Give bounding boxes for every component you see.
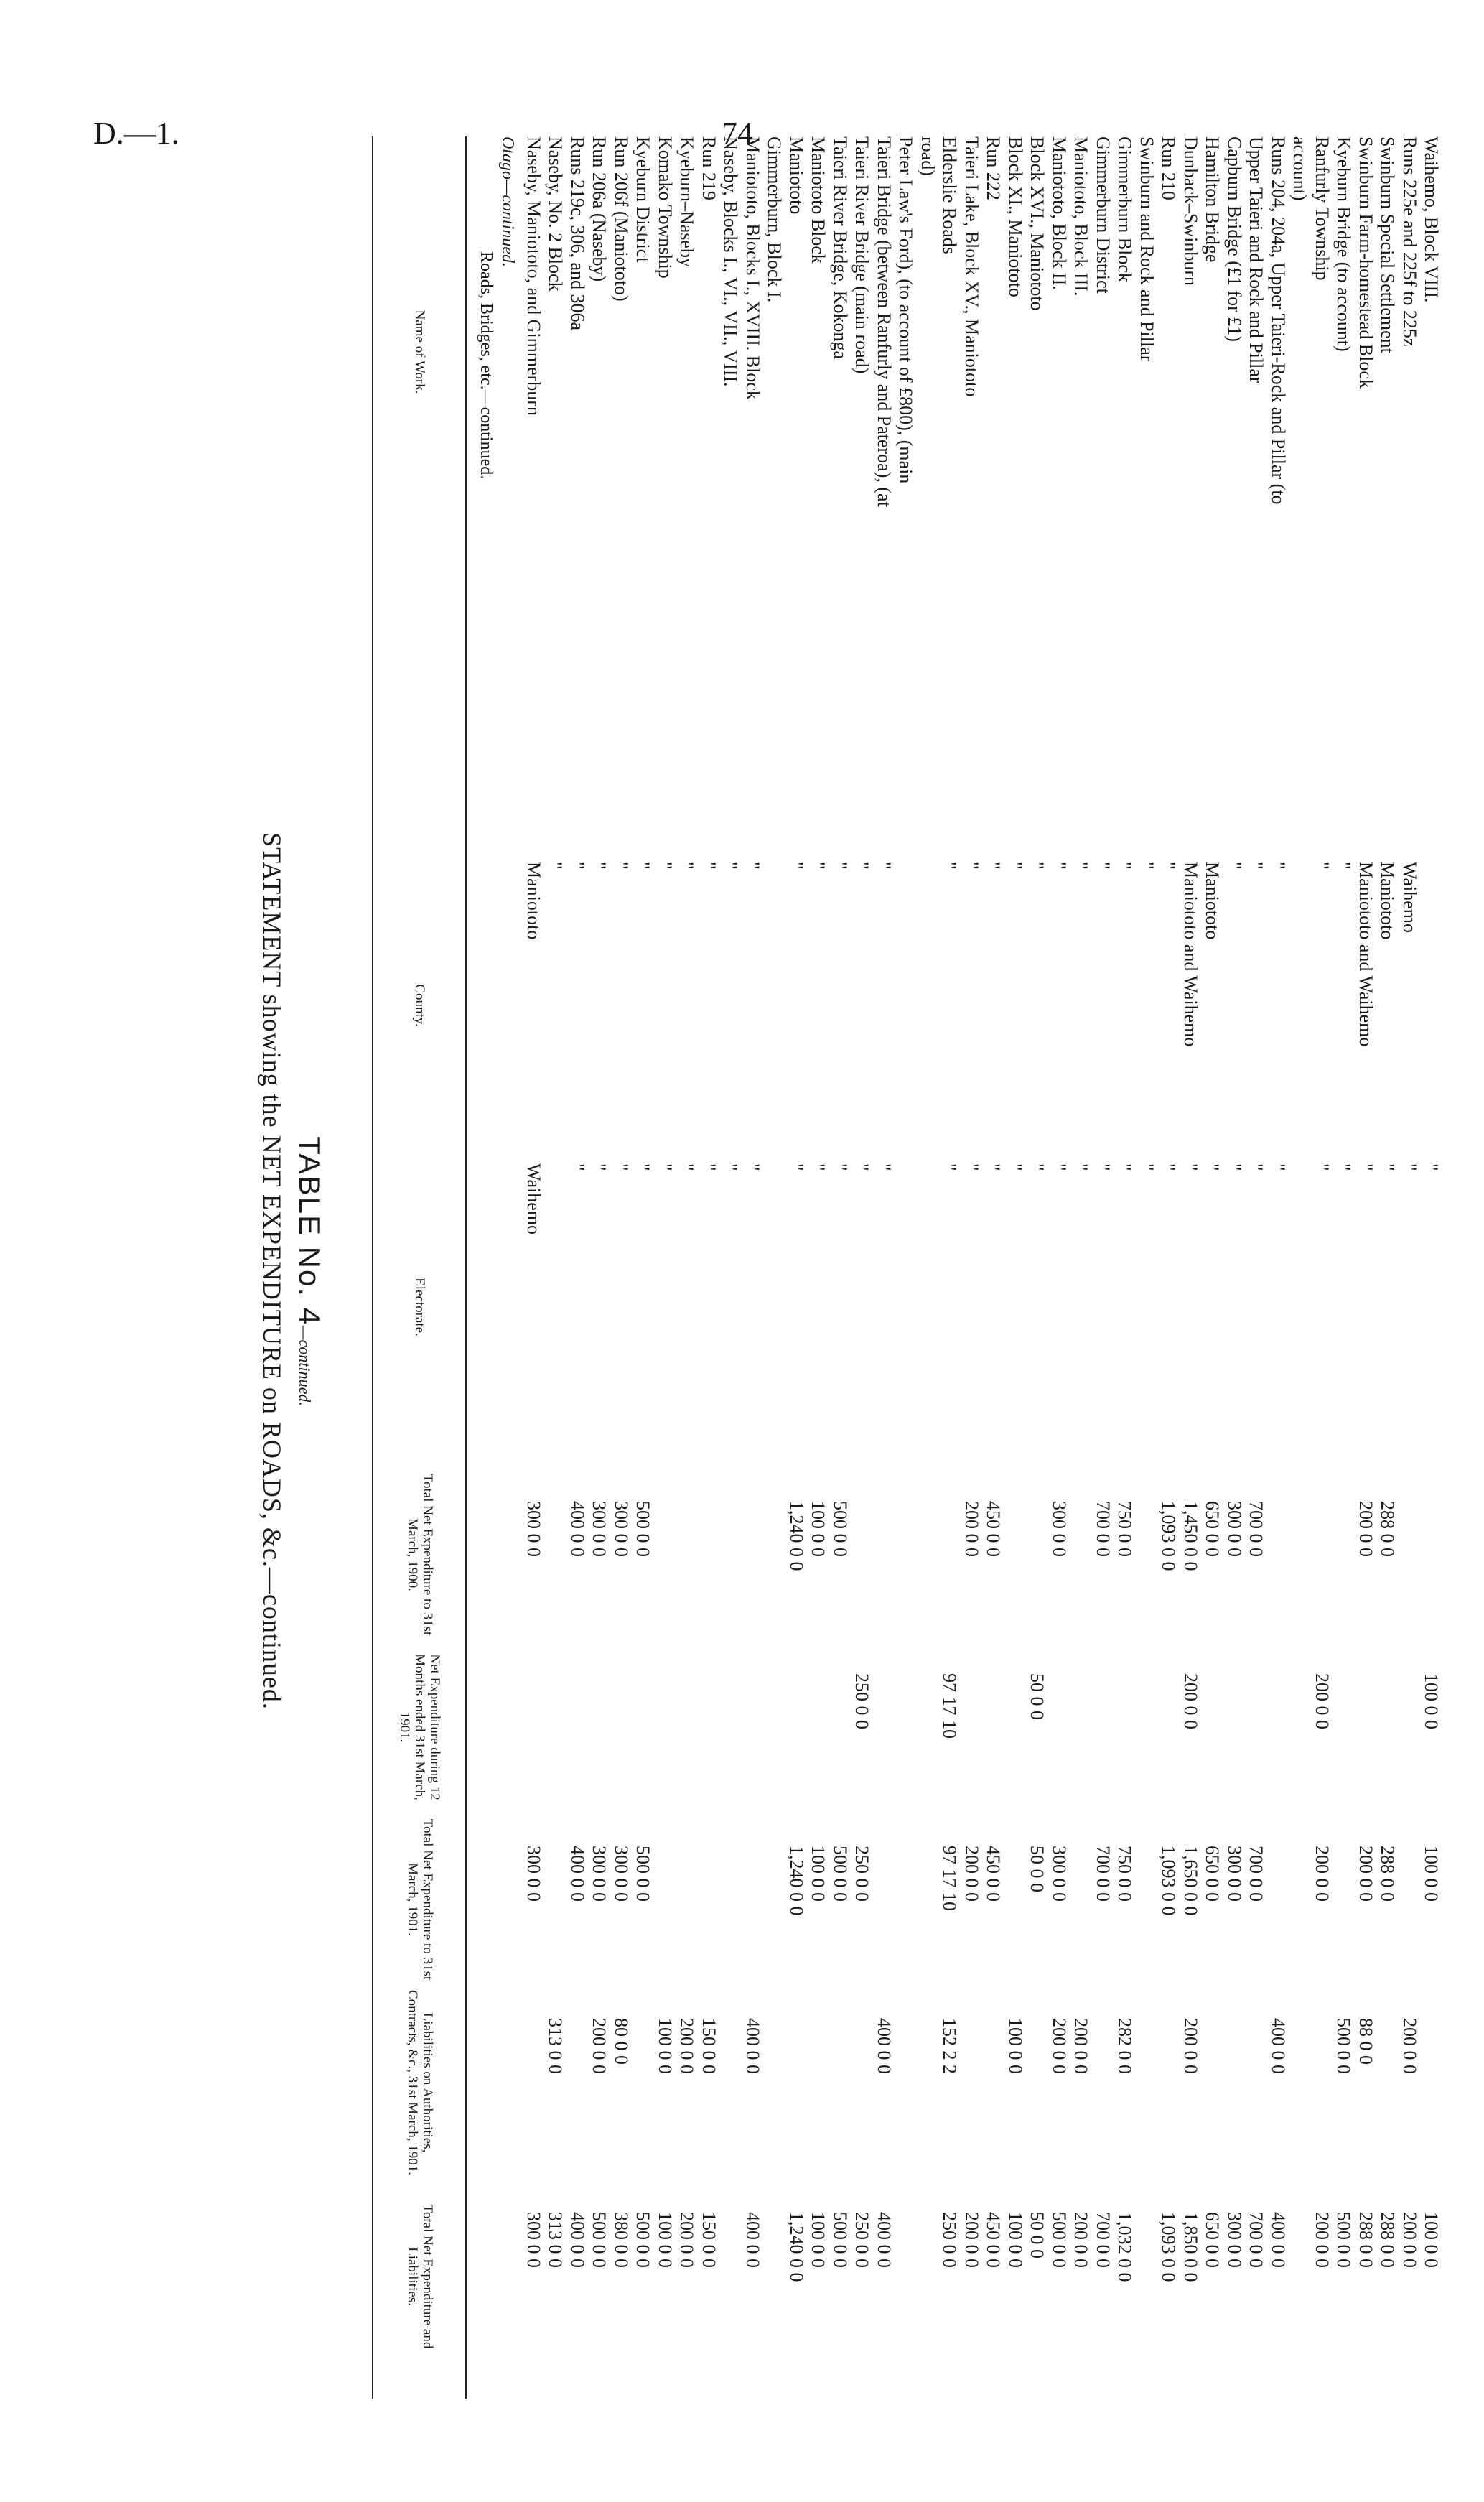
cell-t1901: 100 0 0 (808, 1846, 829, 1902)
cell-county: " (1312, 862, 1333, 870)
cell-liab: 200 0 0 (589, 2018, 610, 2074)
cell-name: road) (918, 136, 938, 176)
cell-name: Run 219 (699, 136, 719, 200)
cell-t1900: 400 0 0 (567, 1501, 588, 1557)
cell-county: " (589, 862, 610, 870)
table-row (1289, 136, 1312, 2399)
cell-t1900: 700 0 0 (1093, 1501, 1114, 1557)
cell-name: Block XVI., Maniototo (1027, 136, 1048, 311)
cell-t1901: 400 0 0 (567, 1846, 588, 1902)
table-row (1070, 136, 1093, 2399)
cell-electorate: " (1180, 1163, 1201, 1171)
cell-county: " (611, 862, 632, 870)
cell-county: " (545, 862, 566, 870)
cell-electorate: " (742, 1163, 763, 1171)
col-header-name: Name of Work. (412, 310, 428, 394)
cell-electorate: " (1399, 1163, 1420, 1171)
table-row (741, 136, 765, 2399)
cell-name: Run 222 (983, 136, 1004, 200)
cell-total: 650 0 0 (1202, 2212, 1223, 2268)
cell-liab: 152 2 2 (939, 2018, 961, 2074)
table-row (1420, 136, 1444, 2399)
cell-total: 250 0 0 (851, 2212, 873, 2268)
cell-liab: 200 0 0 (1070, 2018, 1092, 2074)
cell-total: 200 0 0 (1399, 2212, 1420, 2268)
cell-t1901: 300 0 0 (1049, 1846, 1070, 1902)
cell-electorate: " (1158, 1163, 1180, 1171)
cell-t1901: 200 0 0 (961, 1846, 982, 1902)
cell-name: Swinburn and Rock and Pillar (1137, 136, 1157, 362)
cell-electorate: " (1070, 1163, 1092, 1171)
cell-t1901: 500 0 0 (633, 1846, 654, 1902)
cell-t1901: 97 17 10 (939, 1846, 961, 1911)
table-row (872, 136, 896, 2399)
table-row (895, 136, 918, 2399)
cell-electorate: " (1005, 1163, 1026, 1171)
cell-name: Runs 219c, 306, and 306a (567, 136, 588, 331)
cell-electorate: " (1421, 1163, 1442, 1171)
cell-electorate: " (611, 1163, 632, 1171)
cell-total: 500 0 0 (633, 2212, 654, 2268)
cell-t1901: 300 0 0 (611, 1846, 632, 1902)
header-bottom-rule (465, 136, 467, 2399)
cell-county: " (655, 862, 676, 870)
cell-total: 200 0 0 (1312, 2212, 1333, 2268)
cell-liab: 400 0 0 (742, 2018, 763, 2074)
cell-total: 500 0 0 (1333, 2212, 1355, 2268)
cell-electorate: Waihemo (523, 1163, 544, 1234)
cell-name: Run 206f (Maniototo) (611, 136, 632, 302)
cell-liab: 500 0 0 (1333, 2018, 1355, 2074)
cell-t1901: 750 0 0 (1114, 1846, 1136, 1902)
cell-liab: 400 0 0 (874, 2018, 895, 2074)
cell-name: Kyeburn–Naseby (676, 136, 698, 267)
cell-name: Kyeburn District (633, 136, 654, 263)
cell-electorate: " (1268, 1163, 1289, 1171)
cell-county: " (676, 862, 698, 870)
cell-name: Taieri Bridge (between Ranfurly and Pateroa), (at (874, 136, 895, 507)
cell-name: Maniototo, Block II. (1049, 136, 1070, 290)
cell-liab: 200 0 0 (1180, 2018, 1201, 2074)
cell-t1900: 300 0 0 (1049, 1501, 1070, 1557)
cell-electorate: " (1049, 1163, 1070, 1171)
cell-name: account) (1289, 136, 1311, 201)
cell-t1900: 1,450 0 0 (1180, 1501, 1201, 1571)
cell-t1900: 100 0 0 (808, 1501, 829, 1557)
cell-total: 1,240 0 0 (786, 2212, 807, 2282)
cell-t1901: 200 0 0 (1312, 1846, 1333, 1902)
table-title (292, 108, 327, 2434)
cell-electorate: " (808, 1163, 829, 1171)
table-row (610, 136, 633, 2399)
cell-electorate: " (567, 1163, 588, 1171)
cell-county: " (830, 862, 851, 870)
cell-total: 288 0 0 (1377, 2212, 1399, 2268)
table-row (1091, 136, 1115, 2399)
cell-electorate: " (1333, 1163, 1355, 1171)
cell-total: 1,093 0 0 (1158, 2212, 1180, 2282)
cell-name: Komako Township (655, 136, 676, 279)
cell-county: " (786, 862, 807, 870)
cell-t1901: 250 0 0 (851, 1846, 873, 1902)
cell-total: 400 0 0 (567, 2212, 588, 2268)
cell-name: Taieri Lake, Block XV., Maniototo (961, 136, 982, 397)
cell-electorate: " (1202, 1163, 1223, 1171)
cell-name: Runs 225e and 225f to 225z (1399, 136, 1420, 347)
cell-t1901: 300 0 0 (523, 1846, 544, 1902)
table-row (544, 136, 568, 2399)
table-row (697, 136, 721, 2399)
cell-t1900: 300 0 0 (1224, 1501, 1245, 1557)
table-row (1354, 136, 1378, 2399)
cell-total: 250 0 0 (939, 2212, 961, 2268)
cell-t1900: 200 0 0 (961, 1501, 982, 1557)
cell-total: 300 0 0 (523, 2212, 544, 2268)
cell-name: Taieri River Bridge, Kokonga (830, 136, 851, 360)
table-row (1114, 136, 1137, 2399)
cell-county: " (1224, 862, 1245, 870)
cell-county: " (1114, 862, 1136, 870)
cell-county: " (1137, 862, 1157, 870)
table-row (522, 136, 546, 2399)
table-row (632, 136, 655, 2399)
table-row (916, 136, 940, 2399)
table-row (1223, 136, 1246, 2399)
cell-t1900: 300 0 0 (589, 1501, 610, 1557)
cell-county: " (808, 862, 829, 870)
cell-total: 100 0 0 (655, 2212, 676, 2268)
cell-electorate: " (1246, 1163, 1267, 1171)
cell-county: " (742, 862, 763, 870)
cell-county: " (961, 862, 982, 870)
section-subtitle: Otago—continued. (498, 136, 517, 267)
cell-county: Maniototo and Waihemo (1180, 862, 1201, 1047)
table-row (982, 136, 1006, 2399)
cell-county: " (1333, 862, 1355, 870)
cell-t1900: 700 0 0 (1246, 1501, 1267, 1557)
document-reference: D.—1. (93, 116, 179, 151)
cell-electorate: " (1224, 1163, 1245, 1171)
cell-electorate: " (1137, 1163, 1157, 1171)
cell-county: " (1246, 862, 1267, 870)
cell-name: Elderslie Roads (939, 136, 961, 254)
col-header-total-1900: Total Net Expenditure to 31st March, 1900. (405, 1474, 435, 1636)
cell-name: Gimmerburn Block (1114, 136, 1136, 282)
cell-county: " (1049, 862, 1070, 870)
cell-t1900: 1,240 0 0 (786, 1501, 807, 1571)
cell-electorate: " (939, 1163, 961, 1171)
cell-name: Swinburn Special Settlement (1377, 136, 1399, 353)
cell-name: Maniototo, Block III. (1070, 136, 1092, 297)
cell-t1901: 100 0 0 (1421, 1846, 1442, 1902)
cell-liab: 100 0 0 (655, 2018, 676, 2074)
section-title: Roads, Bridges, etc.—continued. (477, 251, 495, 480)
cell-total: 313 0 0 (545, 2212, 566, 2268)
cell-name: Capburn Bridge (£1 for £1) (1224, 136, 1245, 342)
table-row (1398, 136, 1422, 2399)
cell-n12: 97 17 10 (939, 1673, 961, 1739)
cell-county: " (1070, 862, 1092, 870)
cell-liab: 100 0 0 (1005, 2018, 1026, 2074)
col-header-county: County. (412, 984, 428, 1027)
cell-t1901: 1,240 0 0 (786, 1846, 807, 1916)
cell-name: Gimmerburn, Block I. (764, 136, 785, 303)
table-row (653, 136, 677, 2399)
cell-t1901: 1,650 0 0 (1180, 1846, 1201, 1916)
cell-t1900: 750 0 0 (1114, 1501, 1136, 1557)
cell-county: " (1005, 862, 1026, 870)
cell-t1900: 288 0 0 (1377, 1501, 1399, 1557)
cell-t1901: 650 0 0 (1202, 1846, 1223, 1902)
cell-county: " (720, 862, 742, 870)
table-row (1047, 136, 1071, 2399)
col-header-electorate: Electorate. (412, 1278, 428, 1336)
cell-electorate: " (1027, 1163, 1048, 1171)
cell-n12: 200 0 0 (1180, 1673, 1201, 1729)
cell-county: " (1027, 862, 1048, 870)
page-number: 74 (722, 116, 753, 151)
cell-name: Upper Taieri and Rock and Pillar (1246, 136, 1267, 383)
cell-liab: 80 0 0 (611, 2018, 632, 2065)
cell-electorate: " (1377, 1163, 1399, 1171)
table-row (1266, 136, 1290, 2399)
table-row (763, 136, 787, 2399)
cell-t1900: 1,093 0 0 (1158, 1501, 1180, 1571)
table-row (1004, 136, 1027, 2399)
table-row (719, 136, 743, 2399)
cell-total: 100 0 0 (1005, 2212, 1026, 2268)
cell-total: 400 0 0 (1268, 2212, 1289, 2268)
cell-name: Gimmerburn District (1093, 136, 1114, 294)
header-top-rule (372, 136, 373, 2399)
table-row (938, 136, 962, 2399)
cell-county: " (983, 862, 1004, 870)
cell-county: " (699, 862, 719, 870)
cell-electorate: " (983, 1163, 1004, 1171)
cell-electorate: " (699, 1163, 719, 1171)
cell-total: 150 0 0 (699, 2212, 719, 2268)
table-row (1201, 136, 1225, 2399)
table-row (960, 136, 984, 2399)
cell-liab: 200 0 0 (676, 2018, 698, 2074)
cell-total: 1,032 0 0 (1114, 2212, 1136, 2282)
cell-total: 200 0 0 (961, 2212, 982, 2268)
cell-total: 380 0 0 (611, 2212, 632, 2268)
cell-county: " (633, 862, 654, 870)
table-row (1245, 136, 1269, 2399)
cell-electorate: " (874, 1163, 895, 1171)
cell-total: 288 0 0 (1355, 2212, 1376, 2268)
table-row (1310, 136, 1334, 2399)
table-row (1376, 136, 1400, 2399)
cell-name: Peter Law's Ford), (to account of £800), (main (895, 136, 917, 484)
cell-county: " (1268, 862, 1289, 870)
cell-county: " (874, 862, 895, 870)
cell-name: Dunback–Swinburn (1180, 136, 1201, 286)
cell-total: 500 0 0 (589, 2212, 610, 2268)
col-header-total-1901: Total Net Expenditure to 31st March, 1901. (405, 1818, 435, 1981)
cell-total: 50 0 0 (1027, 2212, 1048, 2259)
cell-name: Ranfurly Township (1312, 136, 1333, 281)
table-row (588, 136, 612, 2399)
cell-t1900: 300 0 0 (523, 1501, 544, 1557)
cell-t1901: 700 0 0 (1093, 1846, 1114, 1902)
cell-total: 300 0 0 (1224, 2212, 1245, 2268)
table-row (1179, 136, 1203, 2399)
table-row (676, 136, 699, 2399)
cell-name: Maniototo, Blocks I., XVIII. Block (742, 136, 763, 400)
cell-county: Maniototo (1377, 862, 1399, 940)
table-row (829, 136, 852, 2399)
cell-t1900: 650 0 0 (1202, 1501, 1223, 1557)
cell-t1900: 500 0 0 (633, 1501, 654, 1557)
cell-t1901: 200 0 0 (1355, 1846, 1376, 1902)
cell-total: 500 0 0 (830, 2212, 851, 2268)
cell-t1901: 500 0 0 (830, 1846, 851, 1902)
cell-t1901: 300 0 0 (1224, 1846, 1245, 1902)
cell-name: Hamilton Bridge (1202, 136, 1223, 263)
table-row (807, 136, 831, 2399)
cell-t1900: 450 0 0 (983, 1501, 1004, 1557)
cell-name: Swinburn Farm-homestead Block (1355, 136, 1376, 389)
cell-county: Maniototo and Waihemo (1355, 862, 1376, 1047)
cell-t1901: 288 0 0 (1377, 1846, 1399, 1902)
table-title-main: TABLE No. 4 (293, 1136, 327, 1326)
cell-t1901: 700 0 0 (1246, 1846, 1267, 1902)
cell-name: Naseby, Blocks I., VI., VII., VIII. (720, 136, 742, 387)
cell-electorate: " (633, 1163, 654, 1171)
cell-county: " (1093, 862, 1114, 870)
cell-name: Runs 204, 204a, Upper Taieri-Rock and Pillar (to (1268, 136, 1289, 505)
cell-total: 450 0 0 (983, 2212, 1004, 2268)
cell-name: Kyeburn Bridge (to account) (1333, 136, 1355, 352)
cell-total: 700 0 0 (1246, 2212, 1267, 2268)
cell-total: 500 0 0 (1049, 2212, 1070, 2268)
cell-county: Maniototo (1202, 862, 1223, 940)
table-row (566, 136, 589, 2399)
cell-n12: 200 0 0 (1312, 1673, 1333, 1729)
table-row (1135, 136, 1159, 2399)
cell-t1901: 1,093 0 0 (1158, 1846, 1180, 1916)
cell-name: Taieri River Bridge (main road) (851, 136, 873, 374)
cell-electorate: " (1093, 1163, 1114, 1171)
cell-county: " (939, 862, 961, 870)
cell-county: Maniototo (523, 862, 544, 940)
cell-t1901: 450 0 0 (983, 1846, 1004, 1902)
cell-t1900: 500 0 0 (830, 1501, 851, 1557)
cell-name: Naseby, No. 2 Block (545, 136, 566, 292)
cell-total: 100 0 0 (808, 2212, 829, 2268)
cell-total: 700 0 0 (1093, 2212, 1114, 2268)
cell-t1901: 50 0 0 (1027, 1846, 1048, 1892)
cell-n12: 250 0 0 (851, 1673, 873, 1729)
cell-electorate: " (961, 1163, 982, 1171)
cell-name: Block XI., Maniototo (1005, 136, 1026, 297)
cell-t1901: 300 0 0 (589, 1846, 610, 1902)
cell-n12: 100 0 0 (1421, 1673, 1442, 1729)
cell-liab: 200 0 0 (1399, 2018, 1420, 2074)
cell-liab: 150 0 0 (699, 2018, 719, 2074)
cell-name: Run 210 (1158, 136, 1180, 200)
col-header-net-12mo: Net Expenditure during 12 Months ended 31st March, 1901. (397, 1654, 443, 1800)
cell-county: Waihemo (1399, 862, 1420, 933)
cell-electorate: " (589, 1163, 610, 1171)
cell-electorate: " (1355, 1163, 1376, 1171)
table-row (1026, 136, 1050, 2399)
cell-name: Maniototo (786, 136, 807, 215)
cell-liab: 282 0 0 (1114, 2018, 1136, 2074)
cell-electorate: " (676, 1163, 698, 1171)
table-row (785, 136, 808, 2399)
col-header-total-liab: Total Net Expenditure and Liabilities. (405, 2204, 435, 2349)
cell-total: 400 0 0 (874, 2212, 895, 2268)
rotated-table-page (187, 108, 1479, 2434)
cell-liab: 200 0 0 (1049, 2018, 1070, 2074)
cell-name: Waihemo, Block VIII. (1421, 136, 1442, 303)
cell-total: 400 0 0 (742, 2212, 763, 2268)
cell-county: " (851, 862, 873, 870)
table-row (1333, 136, 1356, 2399)
cell-electorate: " (786, 1163, 807, 1171)
cell-total: 100 0 0 (1421, 2212, 1442, 2268)
cell-n12: 50 0 0 (1027, 1673, 1048, 1720)
table-title-suffix: —continued. (296, 1326, 314, 1406)
cell-t1900: 200 0 0 (1355, 1501, 1376, 1557)
cell-county: " (567, 862, 588, 870)
cell-name: Run 206a (Naseby) (589, 136, 610, 282)
cell-electorate: " (655, 1163, 676, 1171)
cell-total: 200 0 0 (676, 2212, 698, 2268)
cell-electorate: " (720, 1163, 742, 1171)
cell-t1900: 300 0 0 (611, 1501, 632, 1557)
cell-liab: 88 0 0 (1355, 2018, 1376, 2065)
cell-electorate: " (1114, 1163, 1136, 1171)
cell-electorate: " (830, 1163, 851, 1171)
cell-county: " (1158, 862, 1180, 870)
cell-electorate: " (851, 1163, 873, 1171)
cell-liab: 313 0 0 (545, 2018, 566, 2074)
cell-name: Maniototo Block (808, 136, 829, 264)
table-row (1157, 136, 1181, 2399)
table-row (851, 136, 874, 2399)
table-subtitle: STATEMENT showing the NET EXPENDITURE on ROADS, &c.—continued. (258, 832, 286, 1710)
cell-liab: 400 0 0 (1268, 2018, 1289, 2074)
cell-name: Naseby, Maniototo, and Gimmerburn (523, 136, 544, 416)
col-header-liabilities: Liabilities on Authorities, Contracts, &c., 31st March, 1901. (405, 1989, 435, 2176)
cell-electorate: " (1312, 1163, 1333, 1171)
cell-total: 200 0 0 (1070, 2212, 1092, 2268)
cell-total: 1,850 0 0 (1180, 2212, 1201, 2282)
